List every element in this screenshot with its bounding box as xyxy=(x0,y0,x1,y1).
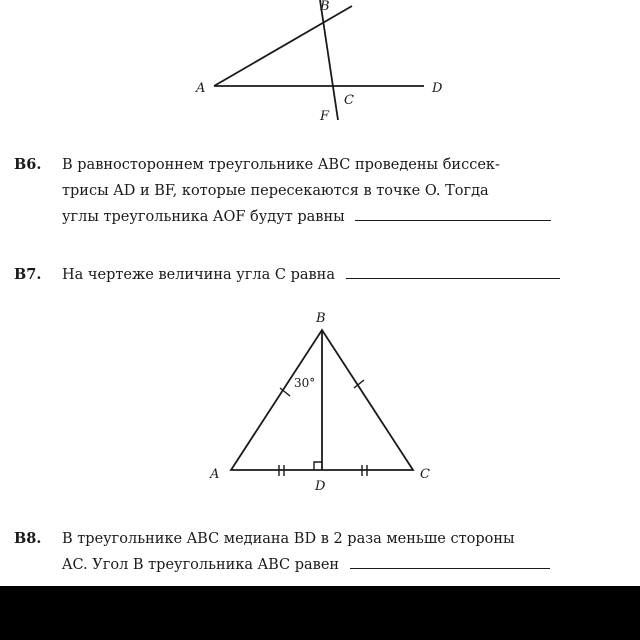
line-bf xyxy=(320,0,338,120)
fig1-label-c: C xyxy=(344,93,354,108)
answer-blank-b6[interactable] xyxy=(355,204,551,221)
problem-b7-line-1: На чертеже величина угла C равна xyxy=(62,267,335,283)
fig2-label-b: B xyxy=(316,311,326,326)
problem-b6 xyxy=(14,152,634,232)
answer-blank-b7[interactable] xyxy=(346,262,560,279)
problem-b8-number: B8. xyxy=(14,530,42,547)
fig1-label-a: A xyxy=(196,81,206,96)
problem-b6-line-3: углы треугольника AOF будут равны xyxy=(62,209,345,225)
right-angle-mark xyxy=(314,462,322,470)
fig1-label-d: D xyxy=(432,81,443,96)
problem-b8-line-1: В треугольнике ABC медиана BD в 2 раза меньше стороны xyxy=(62,531,515,547)
fig1-label-f: F xyxy=(320,109,330,124)
fig2-label-a: A xyxy=(210,467,220,482)
figure-2 xyxy=(209,311,430,494)
bottom-black-band xyxy=(0,586,640,640)
angle-label-30: 30° xyxy=(294,376,316,390)
problem-b7-number: B7. xyxy=(14,266,42,283)
problem-b6-line-1: В равностороннем треугольнике ABC проведены биссек- xyxy=(62,157,500,173)
fig1-label-b: B xyxy=(320,0,330,14)
problem-b6-number: B6. xyxy=(14,156,42,173)
problem-b7 xyxy=(14,262,634,290)
problem-b8-line-2: AC. Угол B треугольника ABC равен xyxy=(62,557,340,573)
answer-blank-b8[interactable] xyxy=(350,552,550,569)
fig2-label-c: C xyxy=(420,467,430,482)
fig2-label-d: D xyxy=(315,479,326,494)
problem-b8 xyxy=(14,526,634,582)
problem-b6-line-2: трисы AD и BF, которые пересекаются в точке O. Тогда xyxy=(62,183,489,199)
